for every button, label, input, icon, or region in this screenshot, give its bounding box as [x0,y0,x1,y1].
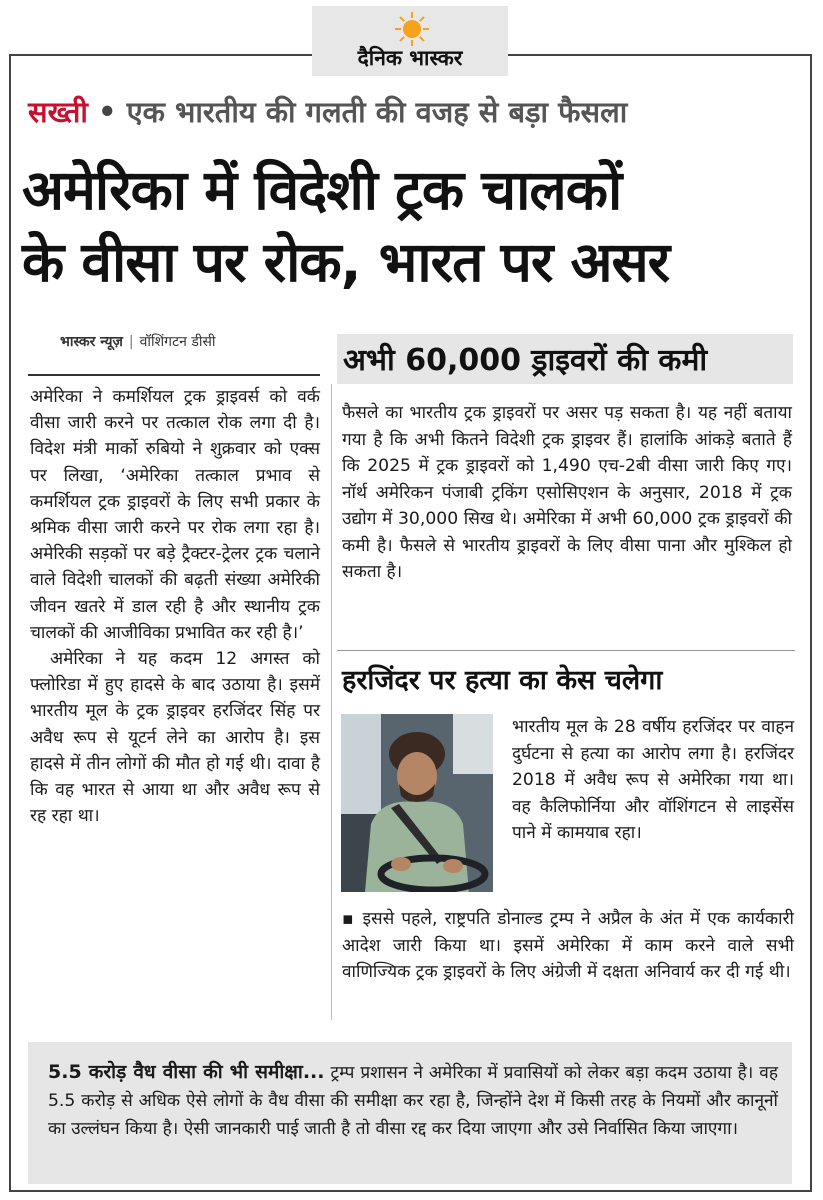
subhead-driver-shortage: अभी 60,000 ड्राइवरों की कमी [343,343,708,378]
section-rule [337,650,795,651]
byline-place: वॉशिंगटन डीसी [139,334,216,350]
byline-source: भास्कर न्यूज़ [60,334,123,350]
kicker-line [28,92,798,131]
right-column [342,400,792,586]
bottom-box-lead: 5.5 करोड़ वैध वीसा की भी समीक्षा... [48,1061,325,1083]
photo-paragraph: भारतीय मूल के 28 वर्षीय हरजिंदर पर वाहन दुर्घटना से हत्या का आरोप लगा है। हरजिंदर 2018 में अवैध रूप से अमेरिका गया था। वह कैलिफोर्निया और वॉशिंगटन से लाइसेंस पाने में कामयाब रहा। [512,717,794,843]
newspaper-brand: दैनिक भास्कर [357,46,463,70]
subhead-murder-case: हरजिंदर पर हत्या का केस चलेगा [342,665,663,696]
bullet-section [342,906,794,986]
byline-separator: | [128,334,134,350]
byline [60,332,216,351]
right-paragraph-1: फैसले का भारतीय ट्रक ड्राइवरों पर असर पड़ सकता है। यह नहीं बताया गया है कि अभी कितने विदेशी ट्रक ड्राइवर हैं। हालांकि आंकड़े बताते हैं कि 2025 में ट्रक ड्राइवरों को 1,490 एच-2बी वीसा जारी किए गए। नॉर्थ अमेरिकन पंजाबी ट्रकिंग एसोसिएशन के अनुसार, 2018 में ट्रक उद्योग में 30,000 सिख थे। अमेरिका में अभी 60,000 ट्रक ड्राइवरों की कमी है। फैसले से भारतीय ड्राइवरों के लिए वीसा पाना और मुश्किल हो सकता है। [342,403,792,582]
photo-side-text [512,714,794,847]
left-paragraph-1: अमेरिका ने कमर्शियल ट्रक ड्राइवर्स को वर्क वीसा जारी करने पर तत्काल रोक लगा दी है। विदेश मंत्री मार्को रुबियो ने शुक्रवार को एक्स पर लिखा, ‘अमेरिका तत्काल प्रभाव से कमर्शियल ट्रक ड्राइवरों के लिए सभी प्रकार के श्रमिक वीसा जारी करने पर रोक लगा रहा है। अमेरिकी सड़कों पर बड़े ट्रैक्टर-ट्रेलर ट्रक चलाने वाले विदेशी चालकों की बढ़ती संख्या अमेरिकी जीवन खतरे में डाल रही है और स्थानीय ट्रक चालकों की आजीविका प्रभावित कर रही है।’ [30,387,320,643]
sun-logo-icon [395,12,429,46]
column-divider [331,384,332,1020]
left-column [30,384,320,829]
kicker-tag: सख्ती [28,95,88,129]
headline-line-2: के वीसा पर रोक, भारत पर असर [22,230,670,294]
square-bullet-icon: ▪ [342,909,356,929]
bottom-box-text [48,1058,778,1143]
kicker-text: एक भारतीय की गलती की वजह से बड़ा फैसला [126,95,628,129]
headline-line-1: अमेरिका में विदेशी ट्रक चालकों [22,158,622,222]
byline-rule [28,374,320,376]
bullet-paragraph-text: इससे पहले, राष्ट्रपति डोनाल्ड ट्रम्प ने अप्रैल के अंत में एक कार्यकारी आदेश जारी किया था। इसमें अमेरिका में काम करने वाले सभी वाणिज्यिक ट्रक ड्राइवरों के लिए अंग्रेजी में दक्षता अनिवार्य कर दी गई थी। [342,909,795,982]
left-paragraph-2: अमेरिका ने यह कदम 12 अगस्त को फ्लोरिडा में हुए हादसे के बाद उठाया है। इसमें भारतीय मूल के ट्रक ड्राइवर हरजिंदर सिंह पर अवैध रूप से यूटर्न लेने का आरोप है। इस हादसे में तीन लोगों की मौत हो गई थी। दावा है कि वह भारत से आया था और अवैध रूप से रह रहा था। [30,649,320,827]
bullet-paragraph [342,906,794,986]
bottom-box-body: ट्रम्प प्रशासन ने अमेरिका में प्रवासियों को लेकर बड़ा कदम उठाया है। वह 5.5 करोड़ से अधिक ऐसे लोगों के वैध वीसा की समीक्षा कर रहा है, जिन्होंने देश में किसी तरह के नियमों और कानूनों का उल्लंघन किया है। ऐसी जानकारी पाई जाती है तो वीसा रद्द कर दिया जाएगा और उसे निर्वासित किया जाएगा। [48,1063,778,1139]
kicker-bullet: • [97,95,117,129]
main-headline [22,154,802,298]
driver-photo [341,714,493,892]
